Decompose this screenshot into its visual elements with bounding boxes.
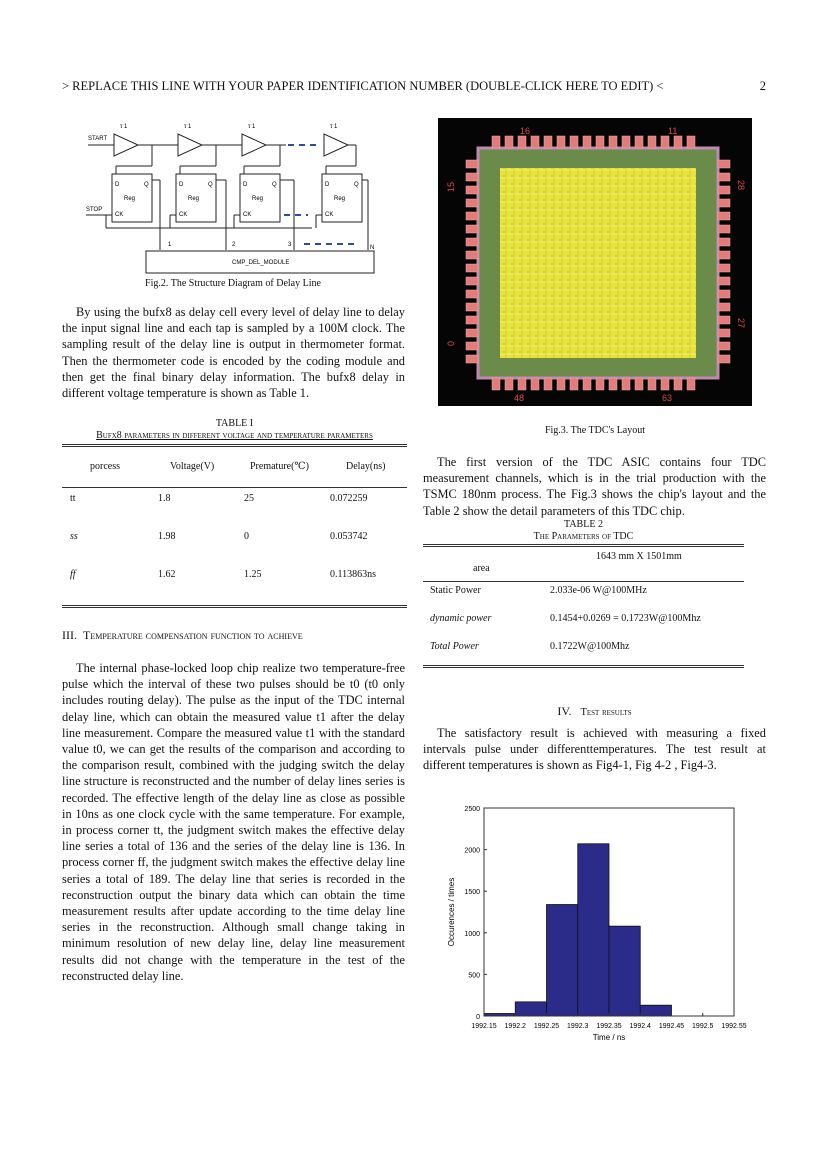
io-pad [718, 238, 730, 246]
y-tick-label: 2500 [464, 806, 480, 813]
pad-label: 11 [668, 126, 678, 136]
buffer-stage-2 [178, 124, 202, 156]
tap-2-label: 2 [232, 242, 236, 248]
pad-label: 48 [514, 393, 525, 403]
io-pad [466, 212, 478, 220]
io-pad [718, 199, 730, 207]
table-2 [423, 519, 744, 668]
q-pin: Q [272, 182, 277, 188]
reg-label: Reg [334, 196, 346, 202]
io-pad [648, 136, 656, 148]
right-paragraph-2 [423, 725, 766, 774]
x-tick-label: 1992.15 [471, 1023, 497, 1030]
stop-label: STOP [86, 207, 103, 213]
io-pad [622, 378, 630, 390]
table-cell: Total Power [430, 641, 479, 652]
table-cell: 1.25 [244, 569, 262, 580]
io-pad [557, 378, 565, 390]
pad-label: 28 [736, 180, 746, 191]
tau-label: τ 1 [330, 124, 338, 130]
histogram-bar [515, 1002, 546, 1016]
table-1-grid [62, 461, 407, 487]
table-cell: 0.053742 [330, 531, 368, 542]
io-pad [609, 136, 617, 148]
io-pad [466, 329, 478, 337]
y-tick-label: 2000 [464, 847, 480, 855]
io-pad [718, 186, 730, 194]
buffer-stage-1 [114, 124, 138, 156]
paragraph-text: The internal phase-locked loop chip realize two temperature-free pulse which the interval of these two pulses should be t0 (t0 only includes routing delay). The pulse as the input of the TDC internal delay line, which can obtain the measured value t1 after the delay line measurement. Compare the measured value t1 with the standard value t0, we can get the results of the comparison and according to the comparison result, combined with the judging switch the delay line structure is reconstructed and the number of delay lines series is recorded. The effective length of the delay line as close as possible in 10ns as one clock cycle with the same temperature. For example, in process corner tt, the judgment switch makes the effective delay line series a total of 136 and the series of the delay line is 136. In process corner ff, the judgment switch makes the effective delay line series a total of 189. The delay line that series is recorded in the reconstruction output the binary data which can obtain the time measurement results after update according to the time delay line series in the reconstruction. Although small change taking in minimum resolution of new delay line, delay line measurement results did not change with the temperature in the test of the reconstructed delay line. [62, 661, 405, 983]
io-pad [570, 378, 578, 390]
section-title: Temperature compensation function to achieve [83, 628, 303, 642]
table-cell: area [473, 563, 490, 574]
io-pad [583, 136, 591, 148]
tau-label: τ 1 [184, 124, 192, 130]
left-paragraph-2 [62, 660, 405, 984]
table-1 [62, 418, 407, 608]
histogram-bar [640, 1005, 671, 1016]
header-cell: Premature(℃) [250, 461, 309, 472]
io-pad [505, 136, 513, 148]
ck-pin: CK [179, 212, 188, 218]
header-cell: Delay(ns) [346, 461, 386, 472]
q-pin: Q [144, 182, 149, 188]
io-pad [661, 136, 669, 148]
ck-pin: CK [325, 212, 334, 218]
paragraph-text: The satisfactory result is achieved with measuring a fixed intervals pulse under differenttemperatures. The test result at different temperatures is shown as Fig4-1, Fig 4-2 , Fig4-3. [423, 726, 766, 773]
io-pad [635, 378, 643, 390]
buffer-stage-3 [242, 124, 266, 156]
table-row [62, 493, 407, 531]
register-3 [240, 174, 280, 222]
io-pad [466, 290, 478, 298]
table-2-body [423, 585, 744, 665]
io-pad [466, 303, 478, 311]
d-pin: D [325, 182, 330, 188]
io-pad [505, 378, 513, 390]
io-pad [718, 303, 730, 311]
io-pad [492, 378, 500, 390]
io-pad [674, 136, 682, 148]
register-n [322, 174, 362, 222]
start-label: START [88, 136, 108, 142]
table-cell: 1.98 [158, 531, 176, 542]
io-pad [622, 136, 630, 148]
io-pad [661, 378, 669, 390]
x-tick-label: 1992.45 [658, 1023, 685, 1030]
fig2-delay-line-diagram [82, 118, 382, 276]
q-pin: Q [354, 182, 359, 188]
table-cell: 1643 mm X 1501mm [596, 551, 682, 562]
histogram-bar [547, 905, 578, 1016]
ck-pin: CK [115, 212, 124, 218]
section-3-heading [62, 628, 407, 643]
header-text: > REPLACE THIS LINE WITH YOUR PAPER IDENTIFICATION NUMBER (DOUBLE-CLICK HERE TO EDIT) < [62, 79, 664, 93]
left-paragraph-1 [62, 304, 405, 401]
io-pad [596, 378, 604, 390]
table-cell: 1.8 [158, 493, 171, 504]
table-cell: 0.072259 [330, 493, 368, 504]
y-tick-label: 1000 [464, 930, 480, 938]
section-number: III. [62, 628, 77, 642]
buffer-stage-n [324, 124, 348, 156]
io-pad [718, 225, 730, 233]
io-pad [557, 136, 565, 148]
paragraph-text: By using the bufx8 as delay cell every level of delay line to delay the input signal line and each tap is sampled by a 100M clock. The sampling result of the delay line is output in thermometer format. Then the thermometer code is encoded by the coding module and then get the final binary delay information. The bufx8 delay in different voltage temperature is shown as Table 1. [62, 305, 405, 401]
d-pin: D [179, 182, 184, 188]
table-1-body [62, 493, 407, 603]
io-pad [466, 316, 478, 324]
reg-label: Reg [188, 196, 200, 202]
io-pad [466, 251, 478, 259]
table-cell: 0.1722W@100Mhz [550, 641, 630, 652]
io-pad [718, 212, 730, 220]
x-tick-label: 1992.35 [596, 1023, 622, 1030]
io-pad [570, 136, 578, 148]
header-cell: Voltage(V) [170, 461, 215, 472]
pad-label: 15 [446, 181, 456, 192]
table-cell: 0.113863ns [330, 569, 377, 580]
table-row [423, 613, 744, 641]
table-2-label: TABLE 2 [564, 519, 603, 530]
paragraph-text: The first version of the TDC ASIC contains four TDC measurement channels, which is in the trial production with the TSMC 180nm process. The Fig.3 shows the chip's layout and the Table 2 show the detail parameters of this TDC chip. [423, 455, 766, 518]
io-pad [466, 225, 478, 233]
table-cell: 0 [244, 531, 249, 542]
ck-pin: CK [243, 212, 252, 218]
io-pad [466, 355, 478, 363]
x-tick-label: 1992.25 [533, 1023, 560, 1030]
fig4-histogram [440, 798, 770, 1048]
reg-label: Reg [124, 196, 136, 202]
io-pad [718, 264, 730, 272]
io-pad [648, 378, 656, 390]
io-pad [466, 186, 478, 194]
table-row [62, 531, 407, 569]
table-1-title: Bufx8 parameters in different voltage and temperature parameters [96, 430, 373, 441]
section-number: IV. [557, 704, 572, 718]
page-number: 2 [759, 79, 766, 93]
io-pad [466, 199, 478, 207]
table-row [423, 585, 744, 613]
io-pad [544, 136, 552, 148]
running-header [62, 79, 766, 94]
io-pad [583, 378, 591, 390]
x-axis-label: Time / ns [592, 1033, 626, 1042]
io-pad [718, 329, 730, 337]
section-title: Test results [580, 707, 632, 718]
histogram-bar [609, 926, 640, 1016]
io-pad [544, 378, 552, 390]
io-pad [609, 378, 617, 390]
table-cell: 0.1454+0.0269 = 0.1723W@100Mhz [550, 613, 701, 624]
table-cell: dynamic power [430, 613, 492, 624]
y-axis-label: Occurences / times [447, 877, 456, 947]
io-pad [531, 378, 539, 390]
tap-n-label: N [370, 245, 375, 251]
io-pad [466, 277, 478, 285]
table-cell: ss [70, 531, 78, 542]
d-pin: D [243, 182, 248, 188]
x-tick-label: 1992.55 [721, 1023, 747, 1030]
table-cell: ff [70, 569, 76, 580]
io-pad [687, 136, 695, 148]
y-tick-label: 0 [476, 1014, 480, 1021]
table-cell: tt [70, 493, 76, 504]
table-cell: 2.033e-06 W@100MHz [550, 585, 647, 596]
table-header-row [62, 461, 407, 487]
tau-label: τ 1 [120, 124, 128, 130]
io-pad [518, 378, 526, 390]
io-pad [718, 290, 730, 298]
pad-label: 16 [520, 126, 531, 136]
io-pad [466, 264, 478, 272]
register-2 [176, 174, 216, 222]
table-2-title: The Parameters of TDC [533, 531, 634, 542]
d-pin: D [115, 182, 120, 188]
io-pad [718, 251, 730, 259]
y-tick-label: 1500 [464, 889, 480, 897]
x-tick-label: 1992.4 [629, 1023, 651, 1030]
io-pad [718, 355, 730, 363]
io-pad [718, 277, 730, 285]
io-pad [596, 136, 604, 148]
pad-label: 0 [446, 340, 456, 346]
register-1 [112, 174, 152, 222]
fig2-caption: Fig.2. The Structure Diagram of Delay Line [145, 278, 321, 289]
x-tick-label: 1992.5 [692, 1023, 714, 1030]
table-row [423, 641, 744, 665]
reg-label: Reg [252, 196, 264, 202]
tap-1-label: 1 [168, 242, 172, 248]
io-pad [635, 136, 643, 148]
io-pad [466, 238, 478, 246]
section-4-heading [423, 704, 766, 719]
table-cell: Static Power [430, 585, 481, 596]
io-pad [466, 160, 478, 168]
io-pad [718, 160, 730, 168]
x-tick-label: 1992.3 [567, 1023, 589, 1030]
io-pad [718, 342, 730, 350]
io-pad [718, 316, 730, 324]
fig3-caption: Fig.3. The TDC's Layout [544, 425, 646, 436]
pad-label: 63 [662, 393, 673, 403]
io-pad [674, 378, 682, 390]
pad-label: 27 [736, 318, 746, 329]
table-1-label: TABLE I [215, 418, 254, 429]
table-row [62, 569, 407, 603]
tap-3-label: 3 [288, 242, 292, 248]
io-pad [518, 136, 526, 148]
io-pad [687, 378, 695, 390]
x-tick-label: 1992.2 [504, 1023, 526, 1030]
header-cell: porcess [90, 461, 120, 472]
right-paragraph-1 [423, 454, 766, 519]
io-pad [718, 173, 730, 181]
table-cell: 25 [244, 493, 254, 504]
histogram-bar [578, 844, 609, 1016]
y-tick-label: 500 [468, 972, 480, 980]
io-pad [466, 173, 478, 181]
tau-label: τ 1 [248, 124, 256, 130]
q-pin: Q [208, 182, 213, 188]
io-pad [466, 342, 478, 350]
io-pad [531, 136, 539, 148]
table-cell: 1.62 [158, 569, 176, 580]
io-pad [492, 136, 500, 148]
table-2-header-row [423, 547, 744, 581]
fig3-chip-layout [438, 118, 752, 406]
cmp-del-module-label: CMP_DEL_MODULE [232, 260, 290, 266]
